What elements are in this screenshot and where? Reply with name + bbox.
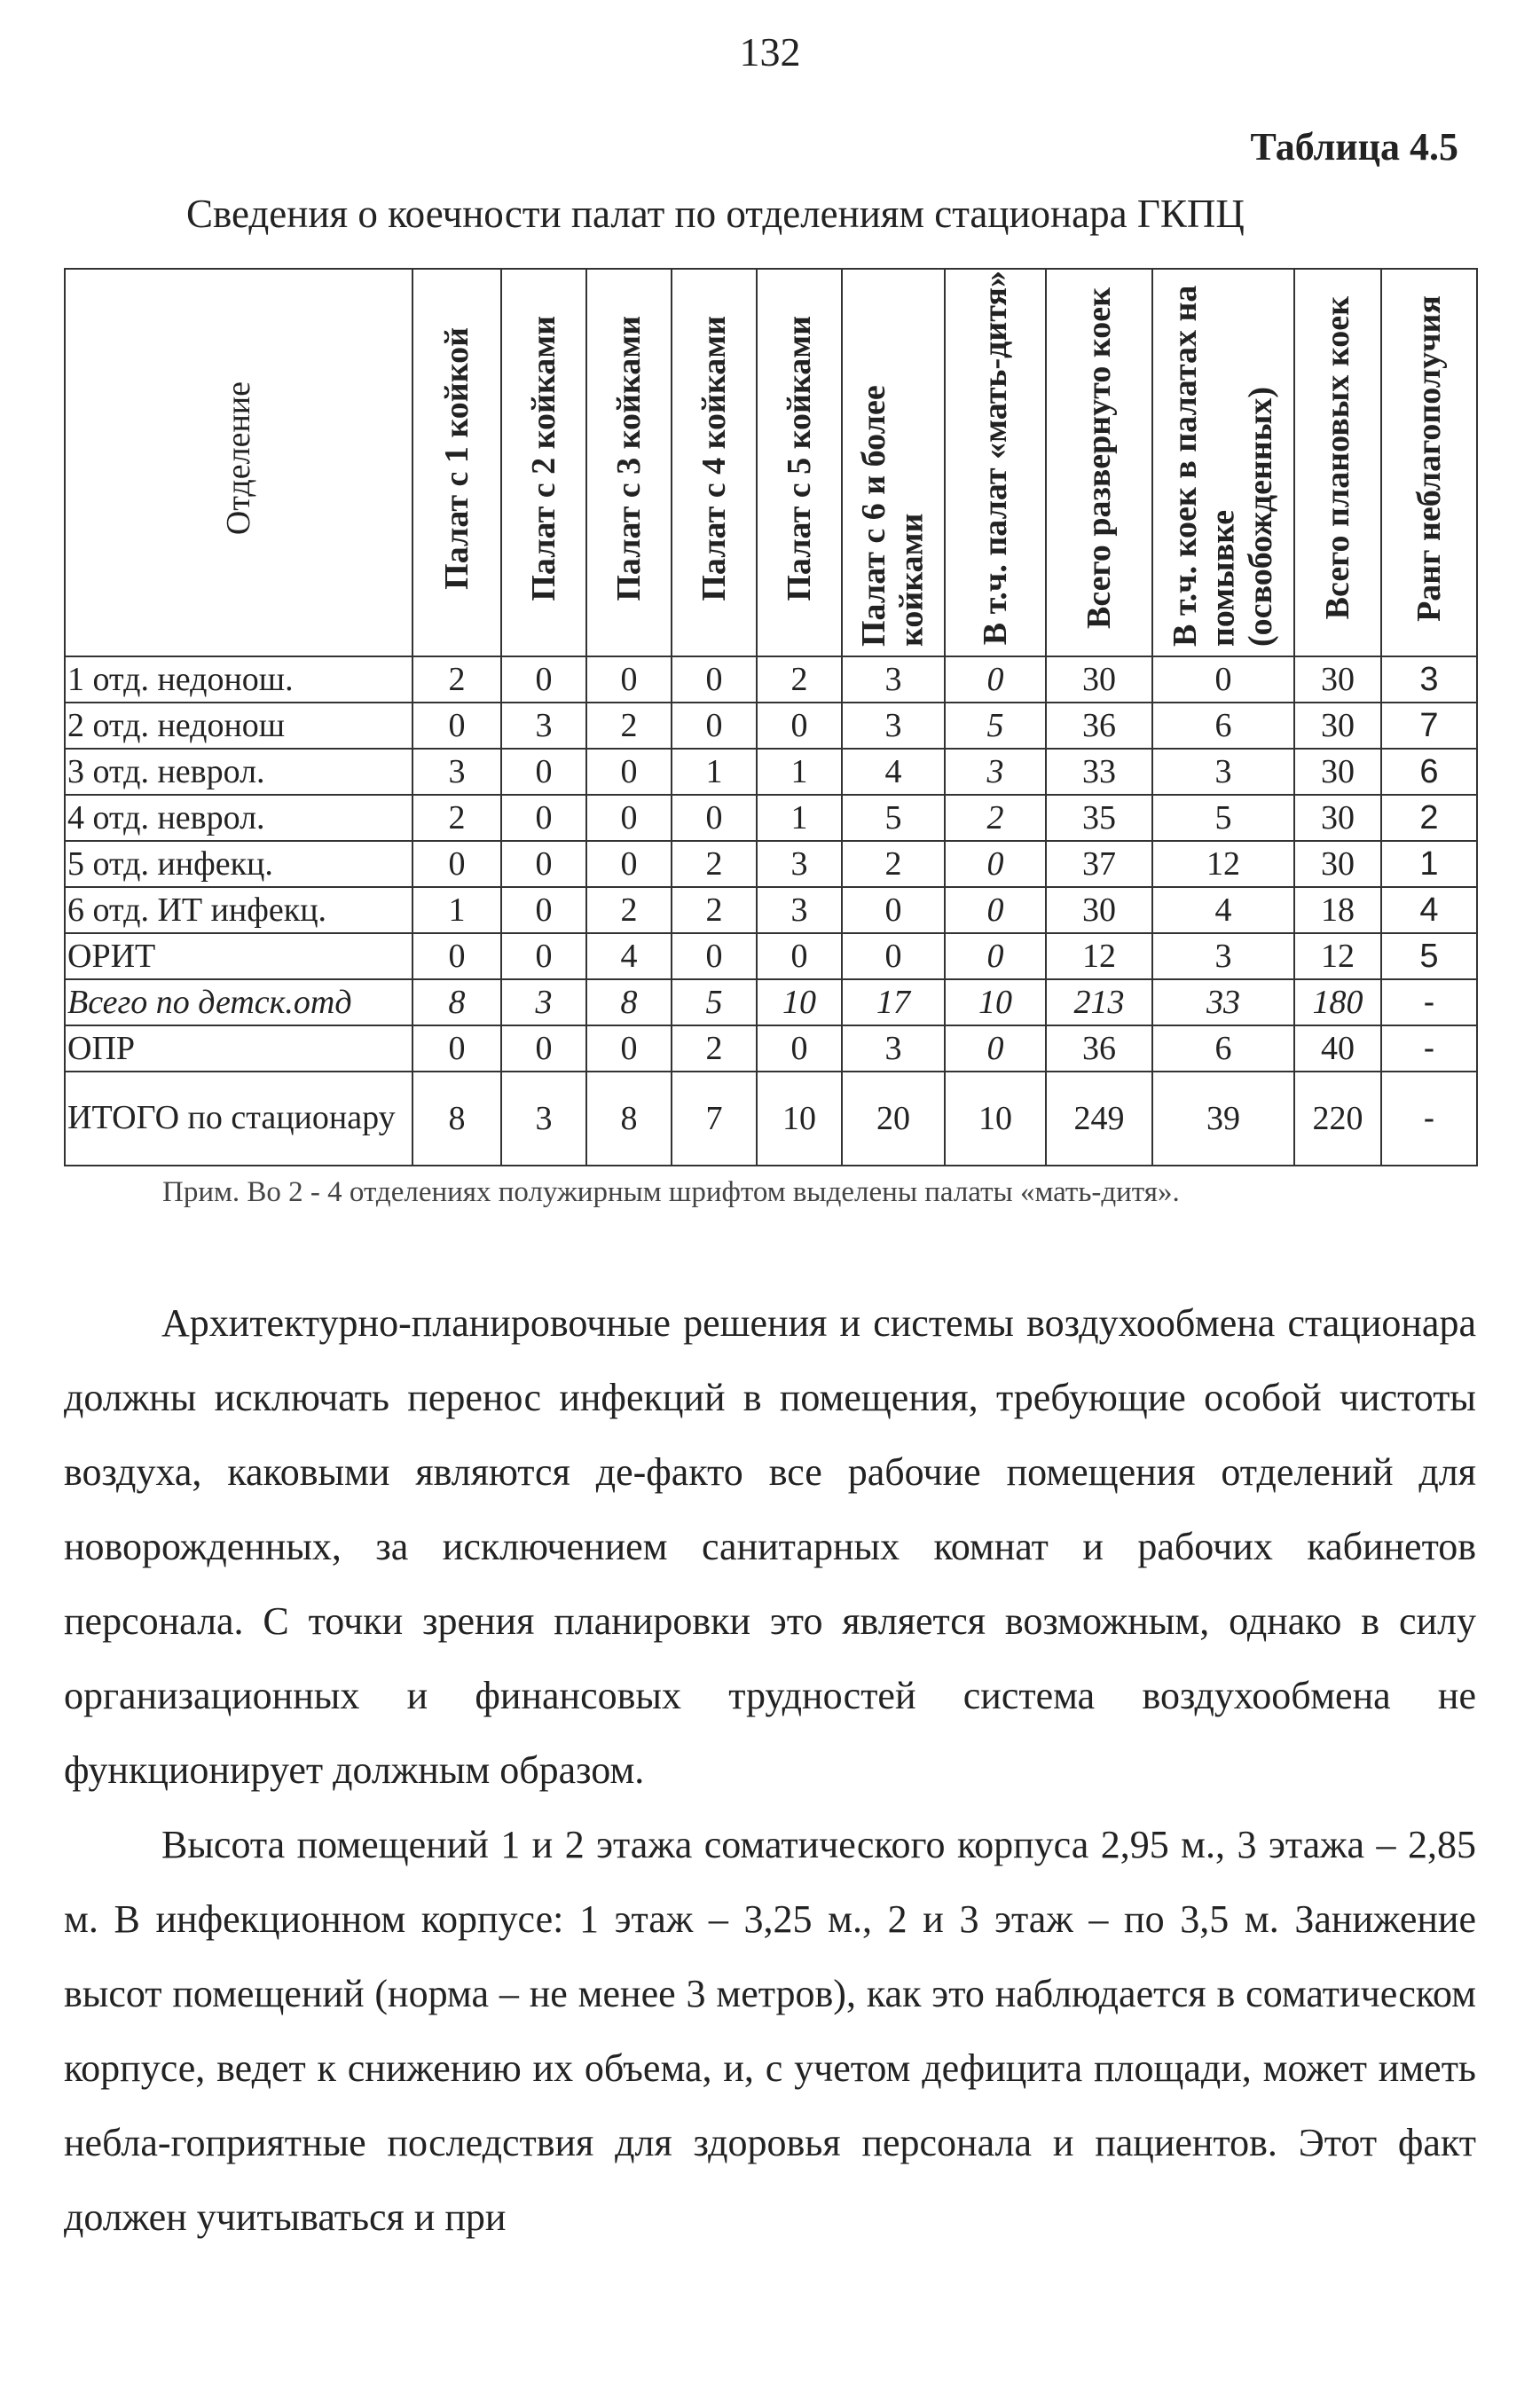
table-cell: 2 [412, 656, 501, 703]
header-beds-in-washing [1152, 269, 1294, 656]
header-label: Отделение [219, 381, 257, 536]
rank-cell: 7 [1381, 703, 1477, 749]
table-cell: 0 [412, 933, 501, 979]
table-cell: 0 [586, 841, 672, 887]
table-cell: 0 [501, 1025, 586, 1072]
table-cell: 7 [672, 1072, 757, 1166]
table-cell: 10 [945, 1072, 1046, 1166]
table-cell: 39 [1152, 1072, 1294, 1166]
table-cell: 0 [501, 749, 586, 795]
table-row-total [65, 1072, 1477, 1166]
table-cell: 2 [586, 703, 672, 749]
table-cell: 10 [757, 979, 842, 1025]
table-cell: 8 [586, 1072, 672, 1166]
table-row [65, 749, 1477, 795]
table-cell: 3 [945, 749, 1046, 795]
table-cell: 30 [1294, 749, 1381, 795]
table-row [65, 795, 1477, 841]
table-cell: 1 [672, 749, 757, 795]
table-cell: 0 [586, 1025, 672, 1072]
table-cell: 0 [412, 703, 501, 749]
header-label: Палат с 2 койками [524, 315, 562, 601]
rank-cell: 1 [1381, 841, 1477, 887]
table-cell: 2 [412, 795, 501, 841]
header-planned-beds [1294, 269, 1381, 656]
table-row [65, 1025, 1477, 1072]
table-cell: 17 [842, 979, 945, 1025]
table-cell: 0 [1152, 656, 1294, 703]
paragraph: Архитектурно-планировочные решения и системы воздухообмена стационара должны исключать перенос инфекций в помещения, требующие особой чистоты воздуха, каковыми являются де-факто все рабочие помещения отделений для новорожденных, за исключением санитарных комнат и рабочих кабинетов персонала. С точки зрения планировки это является возможным, однако в силу организационных и финансовых трудностей система воздухообмена не функционирует должным образом. [64, 1301, 1476, 1792]
table-cell: 3 [501, 1072, 586, 1166]
table-cell: 0 [945, 887, 1046, 933]
table-cell: 1 [757, 795, 842, 841]
table-cell: 8 [412, 979, 501, 1025]
table-cell: 4 [1152, 887, 1294, 933]
department-name: 1 отд. недонош. [65, 656, 412, 703]
table-cell: 30 [1294, 841, 1381, 887]
table-cell: 3 [842, 656, 945, 703]
department-name: 6 отд. ИТ инфекц. [65, 887, 412, 933]
table-cell: 12 [1152, 841, 1294, 887]
table-cell: 40 [1294, 1025, 1381, 1072]
table-cell: 33 [1046, 749, 1152, 795]
table-cell: 0 [412, 1025, 501, 1072]
table-cell: 0 [757, 933, 842, 979]
table-cell: 0 [757, 1025, 842, 1072]
table-cell: 0 [501, 841, 586, 887]
rank-cell: - [1381, 1072, 1477, 1166]
department-name: Всего по детск.отд [65, 979, 412, 1025]
table-cell: 0 [412, 841, 501, 887]
header-label: Палат с 1 койкой [437, 326, 475, 590]
table-cell: 4 [842, 749, 945, 795]
table-cell: 2 [672, 887, 757, 933]
table-cell: 3 [1152, 933, 1294, 979]
header-label: Палат с 4 койками [695, 315, 733, 601]
table-cell: 2 [757, 656, 842, 703]
header-label: Всего развернуто коек [1080, 287, 1118, 629]
table-cell: 12 [1294, 933, 1381, 979]
header-label: Палат с 3 койками [609, 315, 648, 601]
header-department [65, 269, 412, 656]
table-cell: 5 [672, 979, 757, 1025]
table-cell: 0 [842, 887, 945, 933]
table-cell: 30 [1294, 795, 1381, 841]
table-cell: 0 [586, 749, 672, 795]
table-cell: 4 [586, 933, 672, 979]
table-row [65, 703, 1477, 749]
header-label: В т.ч. коек в палатах на помывке (освобожденных) [1167, 285, 1280, 647]
rank-cell: 5 [1381, 933, 1477, 979]
table-cell: 6 [1152, 1025, 1294, 1072]
table-cell: 249 [1046, 1072, 1152, 1166]
table-cell: 30 [1294, 703, 1381, 749]
table-cell: 10 [757, 1072, 842, 1166]
table-row [65, 933, 1477, 979]
body-text [64, 1286, 1476, 2255]
table-cell: 0 [757, 703, 842, 749]
table-cell: 3 [1152, 749, 1294, 795]
header-wards-4-beds [672, 269, 757, 656]
table-cell: 0 [842, 933, 945, 979]
department-name: 3 отд. неврол. [65, 749, 412, 795]
table-cell: 3 [757, 887, 842, 933]
header-wards-2-beds [501, 269, 586, 656]
department-name: 2 отд. недонош [65, 703, 412, 749]
table-cell: 36 [1046, 1025, 1152, 1072]
table-cell: 3 [412, 749, 501, 795]
table-cell: 0 [501, 656, 586, 703]
table-cell: 0 [586, 656, 672, 703]
page-number: 132 [739, 29, 801, 75]
table-row [65, 656, 1477, 703]
table-cell: 180 [1294, 979, 1381, 1025]
table-cell: 0 [672, 656, 757, 703]
table-cell: 36 [1046, 703, 1152, 749]
table-cell: 2 [945, 795, 1046, 841]
header-label: Ранг неблагополучия [1410, 294, 1448, 622]
table-cell: 5 [945, 703, 1046, 749]
table-cell: 30 [1046, 887, 1152, 933]
table-cell: 2 [586, 887, 672, 933]
header-wards-3-beds [586, 269, 672, 656]
table-cell: 10 [945, 979, 1046, 1025]
table-cell: 37 [1046, 841, 1152, 887]
header-label: В т.ч. палат «мать-дитя» [976, 271, 1014, 646]
table-cell: 6 [1152, 703, 1294, 749]
table-note: Прим. Во 2 - 4 отделениях полужирным шрифтом выделены палаты «мать-дитя». [162, 1176, 1180, 1208]
header-wards-5-beds [757, 269, 842, 656]
header-total-deployed-beds [1046, 269, 1152, 656]
header-wards-6-plus-beds [842, 269, 945, 656]
header-wards-1-bed [412, 269, 501, 656]
table-cell: 0 [501, 887, 586, 933]
table-cell: 0 [672, 795, 757, 841]
table-cell: 2 [842, 841, 945, 887]
table-cell: 3 [501, 979, 586, 1025]
paragraph: Высота помещений 1 и 2 этажа соматического корпуса 2,95 м., 3 этажа – 2,85 м. В инфекционном корпусе: 1 этаж – 3,25 м., 2 и 3 этаж – по 3,5 м. Занижение высот помещений (норма – не менее 3 метров), как это наблюдается в соматическом корпусе, ведет к снижению их объема, и, с учетом дефицита площади, может иметь небла-гоприятные последствия для здоровья персонала и пациентов. Этот факт должен учитываться и при [64, 1823, 1476, 2239]
department-name: ИТОГО по стационару [65, 1072, 412, 1166]
table-cell: 1 [757, 749, 842, 795]
table-cell: 12 [1046, 933, 1152, 979]
table-cell: 18 [1294, 887, 1381, 933]
table-cell: 0 [945, 933, 1046, 979]
header-label: Всего плановых коек [1318, 296, 1356, 620]
rank-cell: - [1381, 979, 1477, 1025]
table-cell: 8 [412, 1072, 501, 1166]
table-cell: 30 [1046, 656, 1152, 703]
table-cell: 2 [672, 1025, 757, 1072]
table-number: Таблица 4.5 [1250, 125, 1458, 169]
table-cell: 3 [842, 1025, 945, 1072]
table-header-row [65, 269, 1477, 656]
header-mother-child-wards [945, 269, 1046, 656]
rank-cell: 3 [1381, 656, 1477, 703]
header-label: Палат с 6 и более койками [855, 385, 931, 647]
rank-cell: 2 [1381, 795, 1477, 841]
table-cell: 5 [1152, 795, 1294, 841]
table-row-subtotal [65, 979, 1477, 1025]
header-trouble-rank [1381, 269, 1477, 656]
table-cell: 0 [945, 656, 1046, 703]
table-cell: 8 [586, 979, 672, 1025]
table-cell: 0 [586, 795, 672, 841]
table-cell: 1 [412, 887, 501, 933]
department-name: 4 отд. неврол. [65, 795, 412, 841]
department-name: ОПР [65, 1025, 412, 1072]
table-cell: 5 [842, 795, 945, 841]
table-cell: 3 [842, 703, 945, 749]
table-cell: 0 [945, 1025, 1046, 1072]
table-cell: 33 [1152, 979, 1294, 1025]
table-cell: 0 [501, 933, 586, 979]
table-cell: 30 [1294, 656, 1381, 703]
rank-cell: 6 [1381, 749, 1477, 795]
department-name: ОРИТ [65, 933, 412, 979]
table-cell: 213 [1046, 979, 1152, 1025]
table-cell: 20 [842, 1072, 945, 1166]
rank-cell: - [1381, 1025, 1477, 1072]
table-cell: 0 [672, 933, 757, 979]
table-row [65, 887, 1477, 933]
table-cell: 35 [1046, 795, 1152, 841]
table-cell: 0 [672, 703, 757, 749]
table-row [65, 841, 1477, 887]
department-name: 5 отд. инфекц. [65, 841, 412, 887]
rank-cell: 4 [1381, 887, 1477, 933]
table-cell: 3 [757, 841, 842, 887]
table-cell: 3 [501, 703, 586, 749]
ward-capacity-table [64, 268, 1478, 1166]
table-cell: 2 [672, 841, 757, 887]
header-label: Палат с 5 койками [780, 315, 818, 601]
table-cell: 0 [945, 841, 1046, 887]
table-caption: Сведения о коечности палат по отделениям стационара ГКПЦ [186, 192, 1245, 236]
table-cell: 0 [501, 795, 586, 841]
table-cell: 220 [1294, 1072, 1381, 1166]
